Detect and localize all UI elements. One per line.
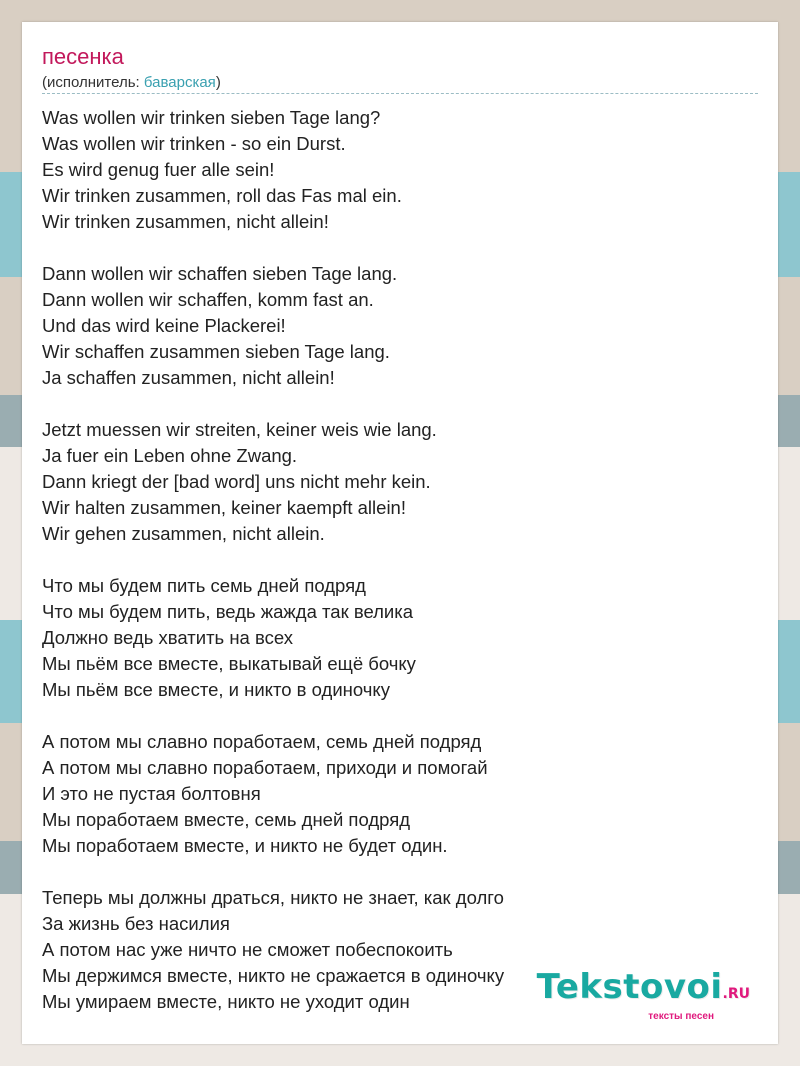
lyric-line: А потом мы славно поработаем, приходи и помогай <box>42 757 488 778</box>
logo-tagline: тексты песен <box>648 1011 714 1022</box>
lyric-line: Что мы будем пить, ведь жажда так велика <box>42 601 414 622</box>
lyric-line: Was wollen wir trinken - so ein Durst. <box>42 133 346 154</box>
artist-suffix: ) <box>215 74 221 91</box>
song-title: песенка <box>42 44 124 69</box>
lyric-line: Wir trinken zusammen, nicht allein! <box>42 211 329 232</box>
lyric-line: Wir gehen zusammen, nicht allein. <box>42 523 325 544</box>
lyric-line: И это не пустая болтовня <box>42 783 261 804</box>
lyric-line: Dann wollen wir schaffen, komm fast an. <box>42 289 374 310</box>
lyric-line: Dann wollen wir schaffen sieben Tage lang. <box>42 263 398 284</box>
artist-prefix: (исполнитель: <box>42 74 144 91</box>
lyric-line: Jetzt muessen wir streiten, keiner weis wie lang. <box>42 419 437 440</box>
lyric-line: Ja fuer ein Leben ohne Zwang. <box>42 445 298 466</box>
logo-wordmark <box>537 969 750 1012</box>
lyric-line: Что мы будем пить семь дней подряд <box>42 575 366 596</box>
lyric-line: Was wollen wir trinken sieben Tage lang? <box>42 107 381 128</box>
lyric-line: Dann kriegt der [bad word] uns nicht mehr kein. <box>42 471 431 492</box>
lyric-line: Должно ведь хватить на всех <box>42 627 293 648</box>
artist-link[interactable]: баварская <box>143 74 216 91</box>
lyric-line: Wir halten zusammen, keiner kaempft allein! <box>42 497 406 518</box>
lyric-line: Мы пьём все вместе, и никто в одиночку <box>42 679 390 700</box>
lyric-line: А потом нас уже ничто не сможет побеспокоить <box>42 939 453 960</box>
logo-tld: .RU <box>722 986 750 1002</box>
lyric-line: А потом мы славно поработаем, семь дней подряд <box>42 731 482 752</box>
lyrics-stanza <box>42 573 762 703</box>
lyric-line: Мы поработаем вместе, семь дней подряд <box>42 809 411 830</box>
site-logo[interactable] <box>537 969 750 1022</box>
lyrics-stanza <box>42 729 762 859</box>
lyric-line: Теперь мы должны драться, никто не знает, как долго <box>42 887 504 908</box>
artist-line <box>42 74 221 92</box>
lyric-line: Мы держимся вместе, никто не сражается в одиночку <box>42 965 505 986</box>
lyric-line: Мы умираем вместе, никто не уходит один <box>42 991 410 1012</box>
lyric-line: Wir schaffen zusammen sieben Tage lang. <box>42 341 390 362</box>
lyric-line: Und das wird keine Plackerei! <box>42 315 286 336</box>
lyric-line: За жизнь без насилия <box>42 913 230 934</box>
lyric-line: Мы пьём все вместе, выкатывай ещё бочку <box>42 653 416 674</box>
lyrics-body <box>42 105 762 1041</box>
lyrics-stanza <box>42 261 762 391</box>
lyric-line: Wir trinken zusammen, roll das Fas mal ein. <box>42 185 402 206</box>
lyric-line: Es wird genug fuer alle sein! <box>42 159 275 180</box>
lyrics-stanza <box>42 105 762 235</box>
title-divider <box>42 93 758 94</box>
lyric-line: Мы поработаем вместе, и никто не будет один. <box>42 835 448 856</box>
lyric-line: Ja schaffen zusammen, nicht allein! <box>42 367 335 388</box>
logo-name: Tekstovoi <box>536 967 723 1007</box>
lyrics-stanza <box>42 417 762 547</box>
lyrics-card <box>22 22 778 1044</box>
